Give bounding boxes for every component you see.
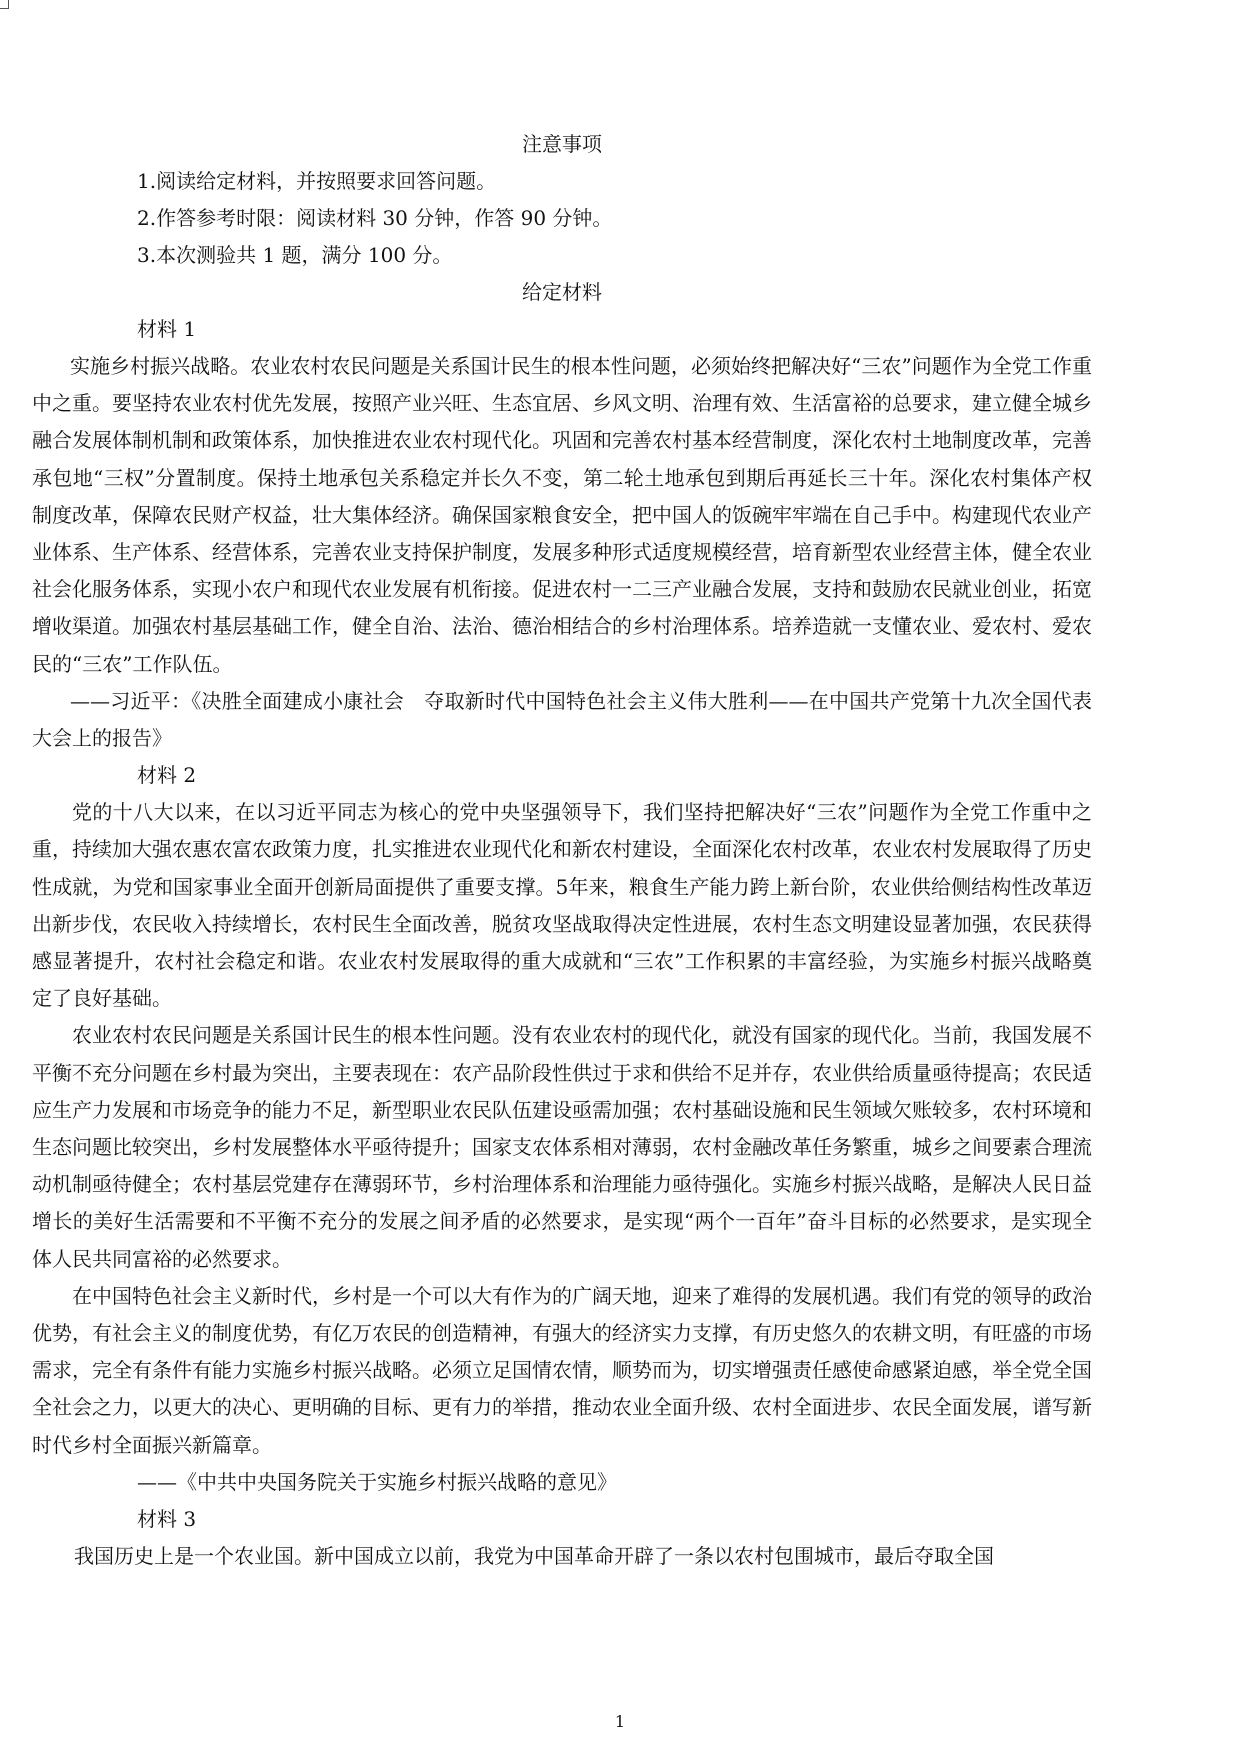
page-number: 1 (614, 1712, 626, 1731)
notice-item: 1.阅读给定材料，并按照要求回答问题。 (137, 169, 497, 193)
material-2-label: 材料 2 (137, 763, 197, 788)
material-1-source: ——习近平：《决胜全面建成小康社会 夺取新时代中国特色社会主义伟大胜利——在中国共产党第十九次全国代表大会上的报告》 (32, 688, 1092, 751)
material-2-paragraph: 在中国特色社会主义新时代，乡村是一个可以大有作为的广阔天地，迎来了难得的发展机遇。我们有党的领导的政治优势，有社会主义的制度优势，有亿万农民的创造精神，有强大的经济实力支撑，有历史悠久的农耕文明，有旺盛的市场需求，完全有条件有能力实施乡村振兴战略。必须立足国情农情，顺势而为，切实增强责任感使命感紧迫感，举全党全国全社会之力，以更大的决心、更明确的目标、更有力的举措，推动农业全面升级、农村全面进步、农民全面发展，谱写新时代乡村全面振兴新篇章。 (32, 1283, 1092, 1457)
material-1-paragraph: 实施乡村振兴战略。农业农村农民问题是关系国计民生的根本性问题，必须始终把解决好“三农”问题作为全党工作重中之重。要坚持农业农村优先发展，按照产业兴旺、生态宜居、乡风文明、治理有效、生活富裕的总要求，建立健全城乡融合发展体制机制和政策体系，加快推进农业农村现代化。巩固和完善农村基本经营制度，深化农村土地制度改革，完善承包地“三权”分置制度。保持土地承包关系稳定并长久不变，第二轮土地承包到期后再延长三十年。深化农村集体产权制度改革，保障农民财产权益，壮大集体经济。确保国家粮食安全，把中国人的饭碗牢牢端在自己手中。构建现代农业产业体系、生产体系、经营体系，完善农业支持保护制度，发展多种形式适度规模经营，培育新型农业经营主体，健全农业社会化服务体系，实现小农户和现代农业发展有机衔接。促进农村一二三产业融合发展，支持和鼓励农民就业创业，拓宽增收渠道。加强农村基层基础工作，健全自治、法治、德治相结合的乡村治理体系。培养造就一支懂农业、爱农村、爱农民的“三农”工作队伍。 (32, 354, 1092, 676)
material-3-label: 材料 3 (137, 1506, 197, 1531)
page-corner-mark (0, 0, 9, 9)
material-1-label: 材料 1 (137, 317, 197, 341)
document-content (32, 126, 1092, 1575)
material-2-paragraph: 农业农村农民问题是关系国计民生的根本性问题。没有农业农村的现代化，就没有国家的现代化。当前，我国发展不平衡不充分问题在乡村最为突出，主要表现在：农产品阶段性供过于求和供给不足并存，农业供给质量亟待提高；农民适应生产力发展和市场竞争的能力不足，新型职业农民队伍建设亟需加强；农村基础设施和民生领域欠账较多，农村环境和生态问题比较突出，乡村发展整体水平亟待提升；国家支农体系相对薄弱，农村金融改革任务繁重，城乡之间要素合理流动机制亟待健全；农村基层党建存在薄弱环节，乡村治理体系和治理能力亟待强化。实施乡村振兴战略，是解决人民日益增长的美好生活需要和不平衡不充分的发展之间矛盾的必然要求，是实现“两个一百年”奋斗目标的必然要求，是实现全体人民共同富裕的必然要求。 (32, 1023, 1092, 1271)
notice-title: 注意事项 (522, 132, 602, 156)
material-2-source: ——《中共中央国务院关于实施乡村振兴战略的意见》 (137, 1469, 617, 1494)
materials-heading: 给定材料 (522, 280, 602, 304)
material-2-paragraph: 党的十八大以来，在以习近平同志为核心的党中央坚强领导下，我们坚持把解决好“三农”问题作为全党工作重中之重，持续加大强农惠农富农政策力度，扎实推进农业现代化和新农村建设，全面深化农村改革，农业农村发展取得了历史性成就，为党和国家事业全面开创新局面提供了重要支撑。5年来，粮食生产能力跨上新台阶，农业供给侧结构性改革迈出新步伐，农民收入持续增长，农村民生全面改善，脱贫攻坚战取得决定性进展，农村生态文明建设显著加强，农民获得感显著提升，农村社会稳定和谐。农业农村发展取得的重大成就和“三农”工作积累的丰富经验，为实施乡村振兴战略奠定了良好基础。 (32, 800, 1092, 1011)
notice-item: 2.作答参考时限：阅读材料 30 分钟，作答 90 分钟。 (137, 206, 613, 230)
material-3-paragraph: 我国历史上是一个农业国。新中国成立以前，我党为中国革命开辟了一条以农村包围城市，最后夺取全国 (74, 1543, 994, 1568)
notice-item: 3.本次测验共 1 题，满分 100 分。 (137, 243, 453, 267)
